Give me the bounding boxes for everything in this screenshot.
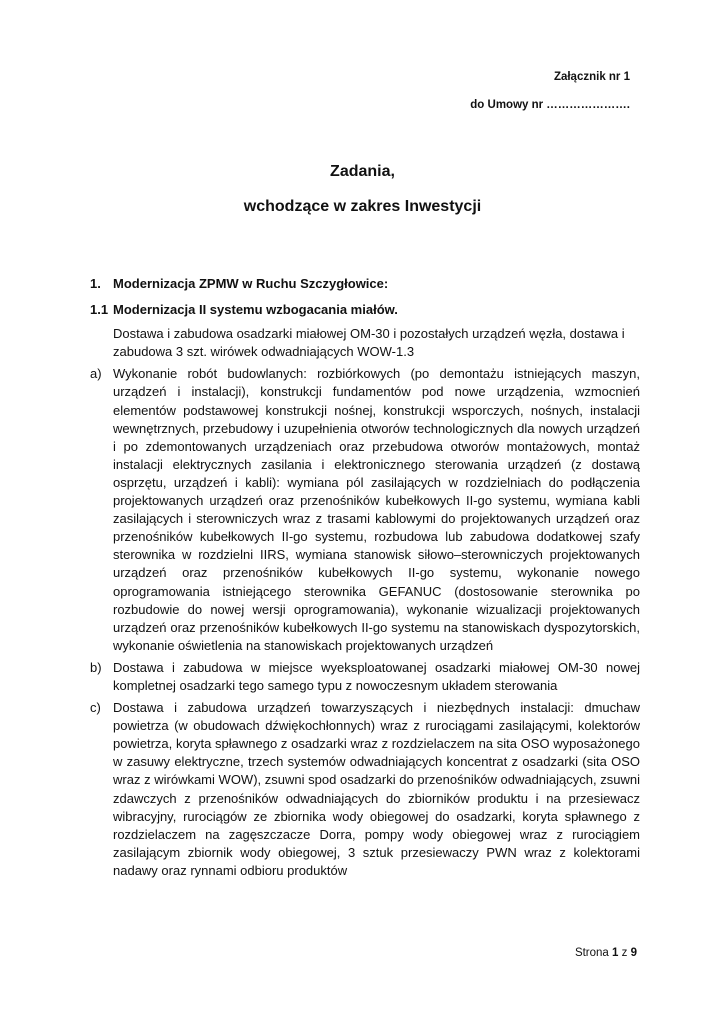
list-item: [90, 699, 640, 880]
list-item: [90, 365, 640, 655]
subsection-intro: Dostawa i zabudowa osadzarki miałowej OM-30 i pozostałych urządzeń węzła, dostawa i zabudowa 3 szt. wirówek odwadniających WOW-1.3: [113, 326, 625, 360]
list-item-text: Dostawa i zabudowa urządzeń towarzyszących i niezbędnych instalacji: dmuchaw powietrza (w obudowach dźwiękochłonnych) wraz z rurociągami zasilającymi, kolektorów powietrza, koryta spławnego z osadzarki wraz z rozdzielaczem na sita OSO wyposażonego w zasuwy elektryczne, trzech systemów odwadniających koncentrat z osadzarki (sita OSO wraz z wirówkami WOW), zsuwni spod osadzarki do przenośników odwadniających, zsuwni zdawczych z przenośników odwadniających do zbiorników produktu i na przesiewacz wibracyjny, rurociągów ze zbiornika wody obiegowej do osadzarki, koryta spławnego z rozdzielaczem na zagęszczacze Dorra, pompy wody obiegowej wraz z rurociągiem zasilającym zbiornik wody obiegowej, 3 sztuk przesiewaczy PWN wraz z kolektorami nadawy oraz rynnami odbioru produktów: [113, 700, 640, 878]
page-separator: z: [621, 947, 628, 959]
section-title: Modernizacja ZPMW w Ruchu Szczygłowice:: [113, 276, 389, 291]
section-heading-1: [90, 275, 640, 293]
subsection-number: 1.1: [90, 302, 109, 318]
list-marker: b): [90, 659, 102, 675]
page-label: Strona: [574, 947, 609, 959]
document-body: [90, 275, 640, 884]
subsection-title: Modernizacja II systemu wzbogacania miałów.: [113, 302, 398, 318]
document-title: Zadania,: [330, 163, 395, 180]
annex-label: Załącznik nr 1: [553, 71, 630, 83]
page-current: 1: [612, 947, 619, 959]
section-number: 1.: [90, 276, 101, 291]
list-item-text: Wykonanie robót budowlanych: rozbiórkowych (po demontażu istniejących maszyn, urządzeń i instalacji), konstrukcji fundamentów pod nowe urządzenia, wzmocnień elementów podstawowej konstrukcji nośnej, konstrukcji wsporczych, nośnych, instalacji wewnętrznych, przebudowy i uzupełnienia otworów technologicznych dla nowych urządzeń i po zdemontowanych urządzeniach oraz przebudowa otworów montażowych, montaż instalacji elektrycznych zasilania i elektronicznego sterowania urządzeń (z dostawą osprzętu, urządzeń i kabli): wymiana pól zasilających w rozdzielniach do podłączenia projektowanych urządzeń oraz przenośników kubełkowych II-go systemu, wymiana kabli zasilających i sterowniczych wraz z trasami kablowymi do projektowanych urządzeń oraz przenośników kubełkowych II-go systemu, rozbudowa lub zabudowa dodatkowej szafy sterownika w rozdzielni IIRS, wymiana stanowisk siłowo–sterowniczych projektowanych urządzeń oraz przenośników kubełkowych II-go systemu, wykonanie nowego oprogramowania istniejącego sterownika GEFANUC (dostosowanie sterownika po rozbudowie do nowej wersji oprogramowania), wykonanie wizualizacji projektowanych urządzeń oraz przenośników kubełkowych II-go systemu na stanowiskach dyspozytorskich, wykonanie oświetlenia na stanowiskach projektowanych urządzeń: [113, 366, 640, 653]
list-item-text: Dostawa i zabudowa w miejsce wyeksploatowanej osadzarki miałowej OM-30 nowej kompletnej osadzarki tego samego typu z nowoczesnym układem sterowania: [113, 659, 640, 693]
section-heading-1-1: [90, 301, 640, 319]
document-subtitle: wchodzące w zakres Inwestycji: [243, 198, 482, 215]
list-marker: a): [90, 366, 102, 382]
page-total: 9: [630, 947, 637, 959]
list-item: [90, 659, 640, 695]
agreement-number: do Umowy nr ………………….: [470, 99, 630, 111]
list-marker: c): [90, 700, 101, 716]
page-footer: [575, 947, 637, 959]
